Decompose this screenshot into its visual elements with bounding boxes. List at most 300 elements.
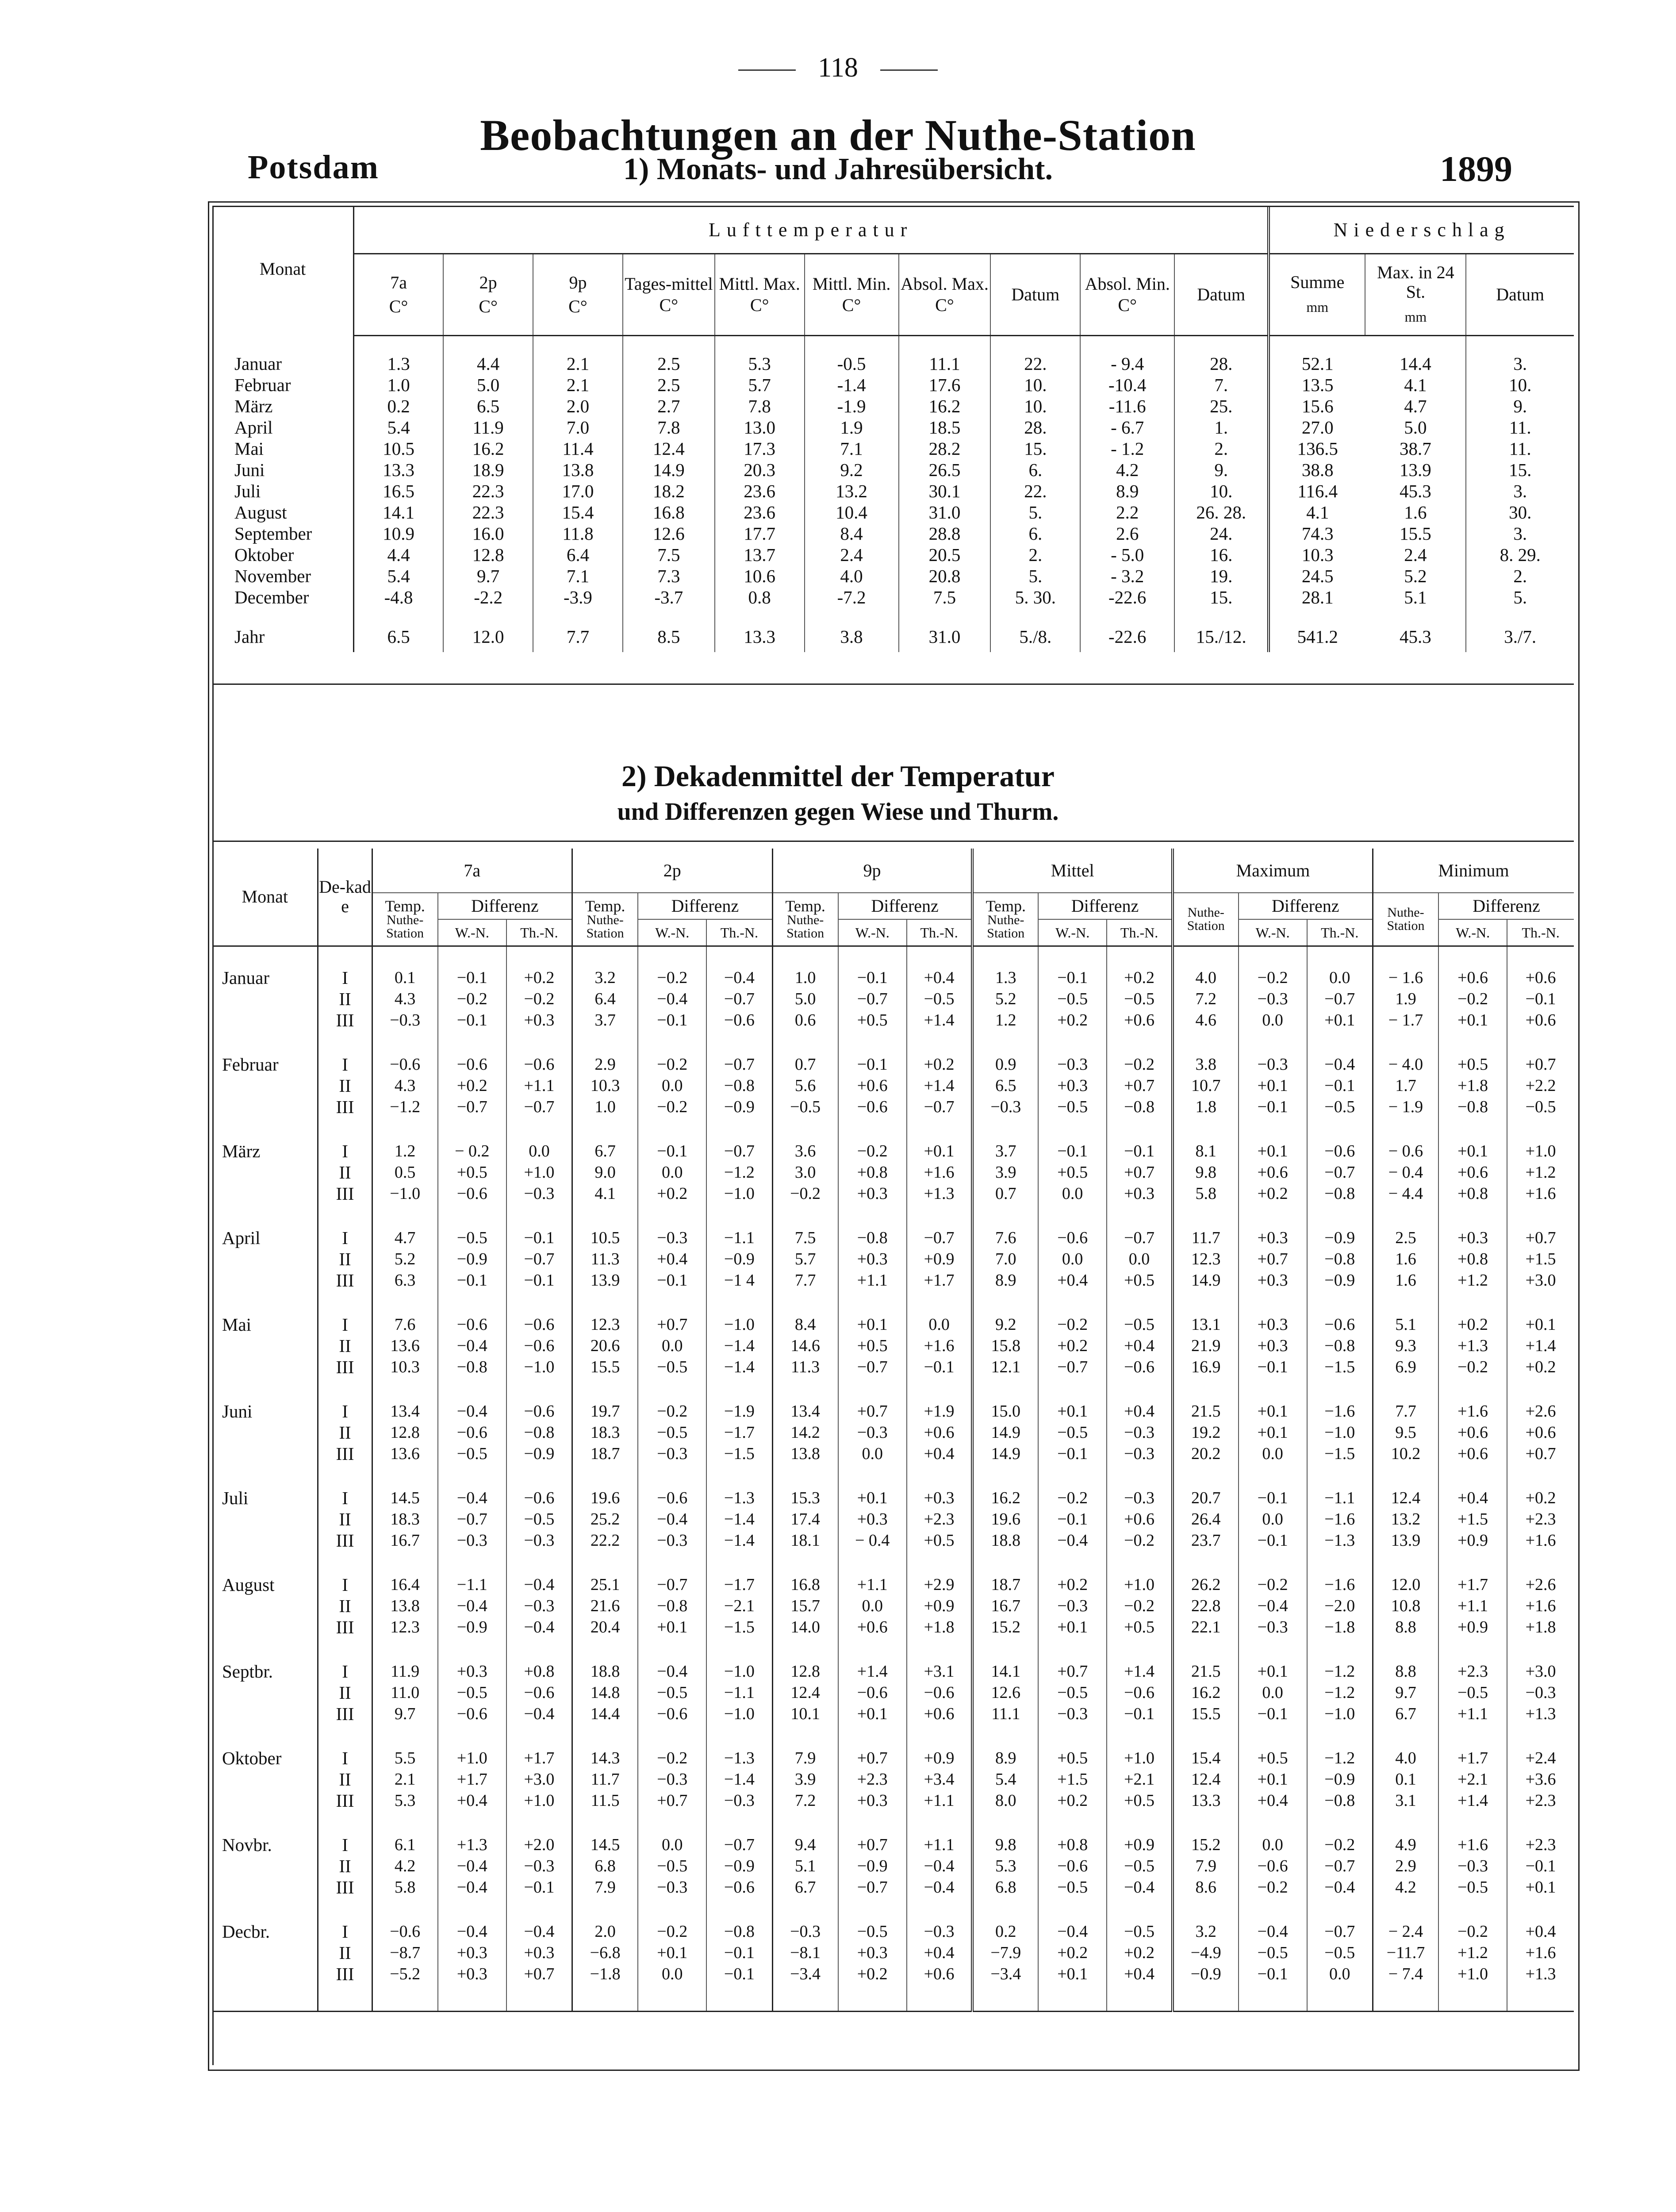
cell-value: 3.0: [772, 1162, 838, 1183]
cell-value: 22.1: [1173, 1617, 1239, 1638]
cell-value: −0.1: [1038, 1141, 1107, 1162]
cell-value: +2.9: [907, 1574, 973, 1595]
cell-value: −1.7: [706, 1574, 772, 1595]
cell-value: −0.3: [1038, 1595, 1107, 1617]
cell-value: 8.9: [1080, 480, 1174, 502]
cell-value: −0.2: [638, 1054, 706, 1075]
cell-value: 12.8: [443, 544, 533, 565]
cell-value: +1.6: [1438, 1834, 1507, 1855]
cell-value: −0.7: [506, 1248, 572, 1270]
cell-value: −0.8: [506, 1422, 572, 1443]
cell-value: 5.3: [372, 1790, 438, 1811]
cell-value: -7.2: [805, 587, 899, 608]
cell-value: +0.7: [638, 1790, 706, 1811]
cell-value: −0.2: [1239, 967, 1307, 988]
cell-value: −0.5: [1107, 1921, 1173, 1942]
spacer-cell: [506, 946, 572, 967]
spacer-cell: [318, 1464, 372, 1487]
spacer-cell: [1107, 946, 1173, 967]
cell-value: 5.2: [372, 1248, 438, 1270]
spacer-cell: [1107, 1291, 1173, 1314]
cell-value: −0.8: [1307, 1183, 1373, 1204]
cell-value: +0.7: [1107, 1075, 1173, 1096]
cell-value: +0.7: [1525, 1055, 1556, 1074]
spacer-cell: [506, 1291, 572, 1314]
cell-value: 15.0: [972, 1401, 1038, 1422]
spacer-cell: [353, 335, 443, 353]
spacer-cell: [1239, 1378, 1307, 1401]
cell-value: 20.6: [572, 1335, 638, 1356]
spacer-cell: [1438, 1985, 1507, 2011]
cell-value: − 2.4: [1373, 1921, 1438, 1942]
cell-value: −0.1: [1107, 1141, 1173, 1162]
spacer-cell: [1507, 1291, 1574, 1314]
cell-value: 26.4: [1173, 1509, 1239, 1530]
cell-value: +0.4: [1438, 1487, 1507, 1509]
spacer-cell: [1038, 1204, 1107, 1227]
cell-value: −0.5: [907, 988, 973, 1010]
cell-value: +0.1: [838, 1487, 907, 1509]
cell-value: +1.8: [1438, 1075, 1507, 1096]
col-thn: Th.-N.: [706, 919, 772, 946]
cell-value: 15.5: [1173, 1703, 1239, 1724]
col-2p-unit: C°: [479, 296, 498, 316]
col-temp: [772, 893, 838, 946]
decade-row: [212, 1314, 1574, 1335]
cell-value: −0.1: [1107, 1703, 1173, 1724]
spacer-cell: [1373, 1118, 1438, 1141]
row-dekade: II: [318, 1335, 372, 1356]
cell-value: −2.0: [1307, 1595, 1373, 1617]
cell-value: +1.6: [1525, 1597, 1556, 1615]
cell-value: 24.: [1174, 523, 1269, 544]
row-dekade: III: [318, 1096, 372, 1118]
spacer-cell: [372, 946, 438, 967]
row-month: [212, 1703, 318, 1724]
cell-value: −0.6: [372, 1054, 438, 1075]
cell-value: 16.9: [1173, 1356, 1239, 1378]
cell-value: −0.6: [838, 1096, 907, 1118]
cell-value: 0.0: [1239, 1443, 1307, 1464]
cell-value: 5.3: [715, 353, 805, 374]
cell-value: 9.3: [1373, 1335, 1438, 1356]
cell-value: −0.1: [838, 1054, 907, 1075]
row-dekade: I: [318, 1227, 372, 1248]
cell-value: −0.1: [438, 1010, 506, 1031]
spacer-cell: [1507, 1551, 1574, 1574]
cell-value: −1.3: [706, 1487, 772, 1509]
col-mittl-max-unit: C°: [750, 295, 769, 315]
spacer-cell: [907, 1551, 973, 1574]
spacer-cell: [318, 1031, 372, 1054]
cell-value: 13.9: [1373, 1530, 1438, 1551]
cell-value: +0.7: [1107, 1162, 1173, 1183]
cell-value: 1.: [1174, 417, 1269, 438]
cell-value: +3.0: [506, 1769, 572, 1790]
cell-value: +1.0: [438, 1747, 506, 1769]
row-dekade: I: [318, 1401, 372, 1422]
cell-value: +0.6: [907, 1703, 973, 1724]
month-gap-row: [212, 1724, 1574, 1747]
spacer-cell: [715, 335, 805, 353]
cell-value: +0.3: [438, 1963, 506, 1985]
cell-value: −0.4: [638, 1509, 706, 1530]
spacer-cell: [1173, 1378, 1239, 1401]
cell-value: 15.5: [572, 1356, 638, 1378]
cell-value: -10.4: [1080, 374, 1174, 396]
spacer-cell: [706, 1898, 772, 1921]
cell-value: −7.9: [972, 1942, 1038, 1963]
col-mittl-min-label: Mittl. Min.: [812, 273, 891, 294]
cell-value: −0.8: [1307, 1248, 1373, 1270]
spacer-cell: [1107, 1985, 1173, 2011]
cell-value: −0.1: [1239, 1703, 1307, 1724]
spacer-cell: [1307, 1811, 1373, 1834]
cell-value: −0.6: [638, 1487, 706, 1509]
cell-value: 10.2: [1373, 1443, 1438, 1464]
spacer-cell: [1107, 1898, 1173, 1921]
spacer-cell: [438, 1031, 506, 1054]
cell-value: 5.0: [443, 374, 533, 396]
group-5: Maximum: [1173, 849, 1373, 893]
cell-value: +1.6: [1525, 1531, 1556, 1550]
month-gap-row: [212, 1118, 1574, 1141]
cell-value: 2.: [1513, 566, 1527, 586]
spacer-cell: [506, 1378, 572, 1401]
cell-value: 4.0: [805, 565, 899, 587]
cell-value: 0.0: [1239, 1834, 1307, 1855]
spacer-cell: [372, 1291, 438, 1314]
group-niederschlag-label: Niederschlag: [1333, 219, 1511, 241]
spacer-cell: [772, 1985, 838, 2011]
spacer-cell: [972, 1638, 1038, 1661]
cell-value: −0.9: [706, 1248, 772, 1270]
cell-value: 15.: [1509, 460, 1532, 480]
cell-value: 5.8: [372, 1877, 438, 1898]
spacer-cell: [907, 1204, 973, 1227]
cell-value: 8. 29.: [1500, 545, 1541, 565]
cell-value: +1.4: [1107, 1661, 1173, 1682]
cell-value: −0.1: [438, 967, 506, 988]
cell-value: 14.4: [1365, 353, 1466, 374]
col-differenz: Differenz: [1239, 893, 1373, 919]
cell-value: −0.2: [1038, 1314, 1107, 1335]
group-2: 2p: [572, 849, 772, 893]
cell-value: −1.0: [706, 1703, 772, 1724]
page-number: 118: [818, 53, 858, 83]
cell-value: −0.5: [638, 1356, 706, 1378]
spacer-cell: [990, 335, 1080, 353]
cell-value: 10.3: [372, 1356, 438, 1378]
cell-value: 11.7: [572, 1769, 638, 1790]
cell-value: 9.8: [1173, 1162, 1239, 1183]
cell-value: −8.7: [372, 1942, 438, 1963]
spacer-cell: [1173, 1291, 1239, 1314]
row-month: Januar: [212, 353, 353, 374]
cell-value: +0.1: [1239, 1075, 1307, 1096]
spacer-cell: [838, 1204, 907, 1227]
spacer-cell: [1507, 1118, 1574, 1141]
cell-value: 23.7: [1173, 1530, 1239, 1551]
cell-value: 45.3: [1365, 608, 1466, 652]
cell-value: +0.5: [838, 1335, 907, 1356]
spacer-cell: [572, 1378, 638, 1401]
cell-value: 7.3: [623, 565, 715, 587]
monthly-table-row: [212, 480, 1574, 502]
cell-value: 0.0: [838, 1443, 907, 1464]
cell-value: −1.3: [1307, 1530, 1373, 1551]
spacer-cell: [318, 1724, 372, 1747]
cell-value: −0.7: [706, 1834, 772, 1855]
row-month: [212, 1942, 318, 1963]
cell-value: 0.7: [772, 1054, 838, 1075]
cell-value: +0.6: [1107, 1010, 1173, 1031]
cell-value: +1.0: [1107, 1574, 1173, 1595]
decade-row: [212, 1855, 1574, 1877]
cell-value: 19.6: [572, 1487, 638, 1509]
cell-value: 2.4: [1365, 544, 1466, 565]
decade-row: [212, 1574, 1574, 1595]
cell-value: 16.5: [353, 480, 443, 502]
cell-value: 26. 28.: [1174, 502, 1269, 523]
cell-value: 1.7: [1373, 1075, 1438, 1096]
cell-value: +0.3: [1239, 1314, 1307, 1335]
row-month: Novbr.: [212, 1834, 318, 1855]
monthly-table-row: [212, 502, 1574, 523]
cell-value: 21.9: [1173, 1335, 1239, 1356]
cell-value: +0.4: [907, 967, 973, 988]
spacer-cell: [1239, 1118, 1307, 1141]
decade-row: [212, 967, 1574, 988]
col-temp-label: Temp.: [986, 897, 1026, 915]
cell-value: 10.3: [1269, 544, 1365, 565]
cell-value: 0.0: [1307, 1963, 1373, 1985]
cell-value: 2.6: [1080, 523, 1174, 544]
spacer-cell: [438, 946, 506, 967]
spacer-cell: [506, 1811, 572, 1834]
cell-value: −0.2: [1307, 1834, 1373, 1855]
spacer-cell: [772, 1118, 838, 1141]
cell-value: +0.1: [838, 1703, 907, 1724]
cell-value: 6.8: [972, 1877, 1038, 1898]
cell-value: - 5.0: [1080, 544, 1174, 565]
row-dekade: III: [318, 1270, 372, 1291]
decade-row: [212, 1530, 1574, 1551]
cell-value: 5.4: [353, 417, 443, 438]
cell-value: 30.: [1509, 502, 1532, 522]
spacer-cell: [1038, 1464, 1107, 1487]
cell-value: 3.7: [572, 1010, 638, 1031]
cell-value: −0.5: [1038, 1682, 1107, 1703]
cell-value: 10.6: [715, 565, 805, 587]
spacer-cell: [372, 1118, 438, 1141]
cell-value: 0.2: [972, 1921, 1038, 1942]
cell-value: +0.1: [907, 1141, 973, 1162]
cell-value: −0.9: [506, 1443, 572, 1464]
spacer-cell: [1239, 1464, 1307, 1487]
cell-value: 4.2: [1080, 459, 1174, 480]
cell-value: +0.4: [638, 1248, 706, 1270]
cell-value: 2.5: [623, 374, 715, 396]
cell-value: −0.1: [838, 967, 907, 988]
cell-value: 3.8: [1173, 1054, 1239, 1075]
row-month: Oktober: [212, 544, 353, 565]
spacer-cell: [1038, 1551, 1107, 1574]
col-thn: Th.-N.: [1507, 919, 1574, 946]
cell-value: 52.1: [1269, 353, 1365, 374]
spacer-cell: [1373, 1378, 1438, 1401]
cell-value: −0.3: [772, 1921, 838, 1942]
cell-value: +0.3: [438, 1661, 506, 1682]
cell-value: −1.5: [1307, 1356, 1373, 1378]
cell-value: −0.8: [706, 1075, 772, 1096]
row-month: Juni: [212, 1401, 318, 1422]
cell-value: +0.8: [1038, 1834, 1107, 1855]
section2-top-rule: [212, 841, 1574, 842]
cell-value: 10.7: [1173, 1075, 1239, 1096]
cell-value: +0.3: [1107, 1183, 1173, 1204]
decade-row: [212, 1356, 1574, 1378]
cell-value: 20.3: [715, 459, 805, 480]
spacer-cell: [212, 1464, 318, 1487]
cell-value: 18.7: [972, 1574, 1038, 1595]
cell-value: 5.3: [972, 1855, 1038, 1877]
cell-value: −0.6: [706, 1877, 772, 1898]
cell-value: −0.1: [1525, 990, 1556, 1008]
cell-value: +1.1: [907, 1790, 973, 1811]
spacer-cell: [372, 1551, 438, 1574]
cell-value: −0.3: [506, 1855, 572, 1877]
cell-value: 4.7: [1365, 396, 1466, 417]
row-month: September: [212, 523, 353, 544]
cell-value: −0.4: [1038, 1921, 1107, 1942]
row-month: Juli: [212, 1487, 318, 1509]
cell-value: 0.0: [638, 1335, 706, 1356]
cell-value: −1.0: [706, 1183, 772, 1204]
cell-value: −0.9: [706, 1855, 772, 1877]
cell-value: 7.9: [1173, 1855, 1239, 1877]
col-2p: [443, 253, 533, 335]
spacer-cell: [572, 1985, 638, 2011]
cell-value: −0.7: [1307, 1921, 1373, 1942]
row-dekade: II: [318, 1682, 372, 1703]
cell-value: 1.0: [353, 374, 443, 396]
group-1: 7a: [372, 849, 572, 893]
cell-value: −0.4: [506, 1617, 572, 1638]
section2-title: 2) Dekadenmittel der Temperatur: [621, 759, 1055, 793]
cell-value: 5.1: [772, 1855, 838, 1877]
col-summe-label: Summe: [1290, 272, 1345, 292]
spacer-cell: [318, 1551, 372, 1574]
spacer-cell: [772, 946, 838, 967]
spacer-cell: [838, 1551, 907, 1574]
cell-value: +0.2: [506, 967, 572, 988]
spacer-cell: [638, 1551, 706, 1574]
spacer-cell: [1038, 1378, 1107, 1401]
cell-value: −0.3: [506, 1595, 572, 1617]
spacer-cell: [623, 335, 715, 353]
cell-value: −0.7: [1038, 1356, 1107, 1378]
col-summe: [1269, 253, 1365, 335]
col-differenz: Differenz: [638, 893, 772, 919]
cell-value: −0.4: [438, 1921, 506, 1942]
cell-value: 4.3: [372, 1075, 438, 1096]
cell-value: −1.5: [706, 1617, 772, 1638]
spacer-cell: [1307, 1291, 1373, 1314]
cell-value: 8.6: [1173, 1877, 1239, 1898]
cell-value: +1.4: [907, 1075, 973, 1096]
cell-value: 16.8: [772, 1574, 838, 1595]
cell-value: 14.1: [353, 502, 443, 523]
cell-value: 8.4: [772, 1314, 838, 1335]
end-row: [212, 1985, 1574, 2011]
cell-value: +0.2: [907, 1054, 973, 1075]
spacer-cell: [972, 1378, 1038, 1401]
cell-value: +0.2: [1038, 1010, 1107, 1031]
spacer-cell: [318, 1378, 372, 1401]
col-temp-station: Nuthe-Station: [987, 912, 1025, 941]
decade-table: [212, 849, 1574, 2012]
cell-value: +1.7: [1438, 1747, 1507, 1769]
cell-value: 10.4: [805, 502, 899, 523]
cell-value: 6.1: [372, 1834, 438, 1855]
spacer-cell: [907, 1031, 973, 1054]
cell-value: 4.2: [372, 1855, 438, 1877]
cell-value: 18.2: [623, 480, 715, 502]
cell-value: −0.2: [1239, 1574, 1307, 1595]
cell-value: −0.5: [1038, 988, 1107, 1010]
spacer-cell: [1307, 1118, 1373, 1141]
cell-value: −0.7: [706, 1054, 772, 1075]
spacer-cell: [438, 1811, 506, 1834]
cell-value: −1.5: [1307, 1443, 1373, 1464]
cell-value: +1.4: [1438, 1790, 1507, 1811]
spacer-cell: [1173, 1811, 1239, 1834]
cell-value: 1.6: [1365, 502, 1466, 523]
spacer-cell: [838, 1464, 907, 1487]
spacer-cell: [212, 1118, 318, 1141]
spacer-cell: [212, 335, 353, 353]
cell-value: −0.3: [1107, 1487, 1173, 1509]
cell-value: 12.0: [443, 608, 533, 652]
cell-value: 4.2: [1373, 1877, 1438, 1898]
row-dekade: III: [318, 1617, 372, 1638]
cell-value: 12.8: [772, 1661, 838, 1682]
cell-value: +0.4: [907, 1942, 973, 1963]
spacer-cell: [1239, 1898, 1307, 1921]
cell-value: +0.1: [1239, 1401, 1307, 1422]
spacer-cell: [907, 1118, 973, 1141]
spacer-cell: [972, 1551, 1038, 1574]
row-dekade: III: [318, 1790, 372, 1811]
cell-value: +1.5: [1438, 1509, 1507, 1530]
spacer-cell: [506, 1638, 572, 1661]
cell-value: −0.9: [706, 1096, 772, 1118]
cell-value: 2.0: [572, 1921, 638, 1942]
cell-value: +0.1: [1438, 1010, 1507, 1031]
cell-value: +2.3: [907, 1509, 973, 1530]
spacer-cell: [1438, 946, 1507, 967]
cell-value: −0.4: [438, 1335, 506, 1356]
cell-value: +0.1: [1307, 1010, 1373, 1031]
cell-value: 3./7.: [1504, 626, 1537, 647]
cell-value: 12.4: [772, 1682, 838, 1703]
cell-value: 11.3: [772, 1356, 838, 1378]
spacer-cell: [838, 1638, 907, 1661]
cell-value: −5.2: [372, 1963, 438, 1985]
cell-value: -0.5: [805, 353, 899, 374]
cell-value: 2.0: [533, 396, 623, 417]
